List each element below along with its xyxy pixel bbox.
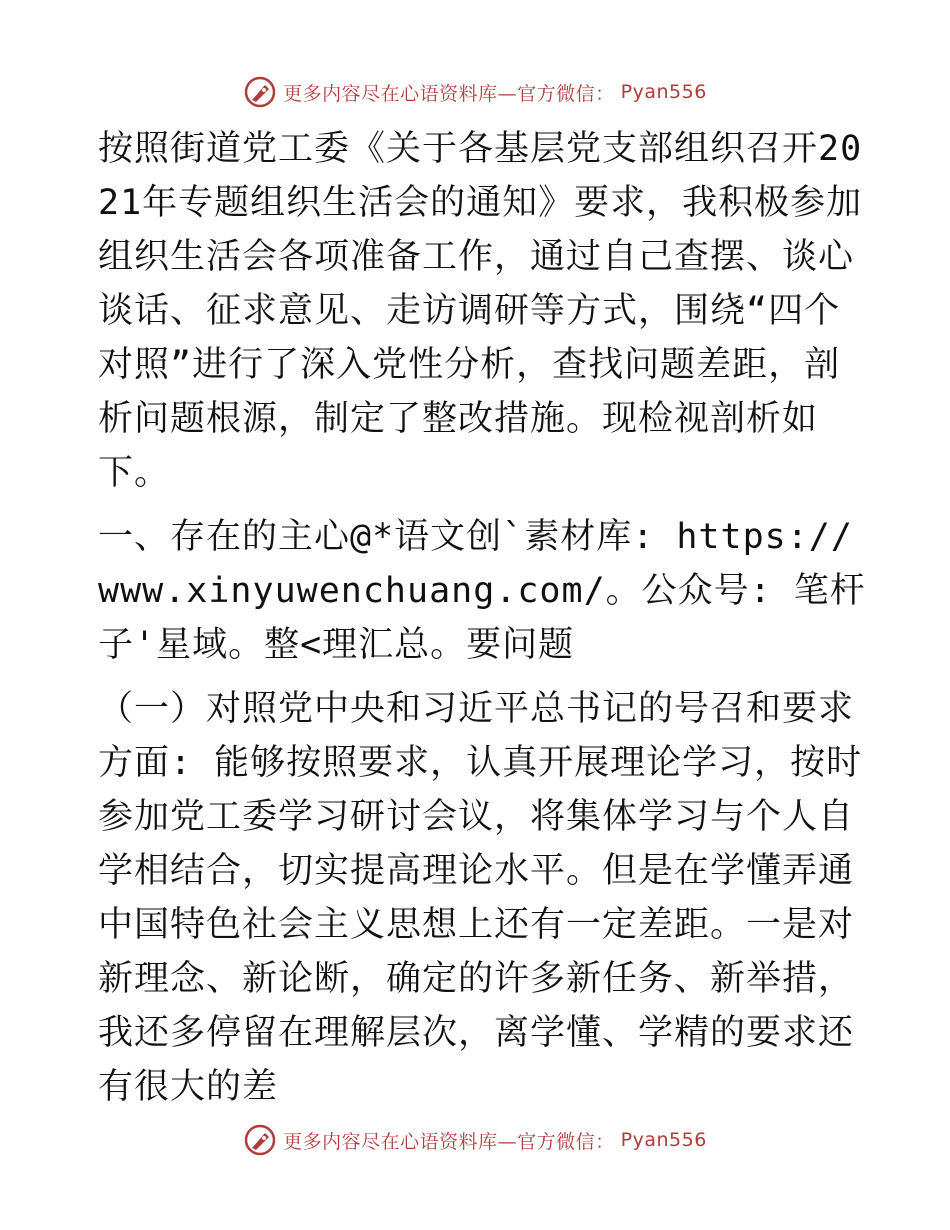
header-watermark bbox=[0, 72, 950, 112]
pen-nib-logo-icon bbox=[243, 75, 277, 109]
watermark-text: 更多内容尽在心语资料库—官方微信： bbox=[283, 1130, 615, 1153]
paragraph-section-heading: 一、存在的主心@*语文创`素材库: https://www.xinyuwenchuang.com/。公众号: 笔杆子'星域。整<理汇总。要问题 bbox=[98, 517, 866, 665]
paragraph-subsection: （一）对照党中央和习近平总书记的号召和要求方面: 能够按照要求，认真开展理论学习，按时参加党工委学习研讨会议，将集体学习与个人自学相结合，切实提高理论水平。但是在学懂弄通中国特色社会主义思想上还有一定差距。一是对新理念、新论断，确定的许多新任务、新举措，我还多停留在理解层次，离学懂、学精的要求还有很大的差 bbox=[98, 689, 863, 1107]
document-body bbox=[98, 122, 868, 1124]
pen-nib-logo-icon bbox=[243, 1123, 277, 1157]
watermark-account: Pyan556 bbox=[620, 1129, 707, 1151]
watermark-text: 更多内容尽在心语资料库—官方微信： bbox=[283, 82, 615, 105]
paragraph-intro: 按照街道党工委《关于各基层党支部组织召开2021年专题组织生活会的通知》要求，我积极参加组织生活会各项准备工作，通过自己查摆、谈心谈话、征求意见、走访调研等方式，围绕“四个对照”进行了深入党性分析，查找问题差距，剖析问题根源，制定了整改措施。现检视剖析如下。 bbox=[98, 129, 863, 493]
watermark-account: Pyan556 bbox=[620, 81, 707, 103]
footer-watermark bbox=[0, 1120, 950, 1160]
